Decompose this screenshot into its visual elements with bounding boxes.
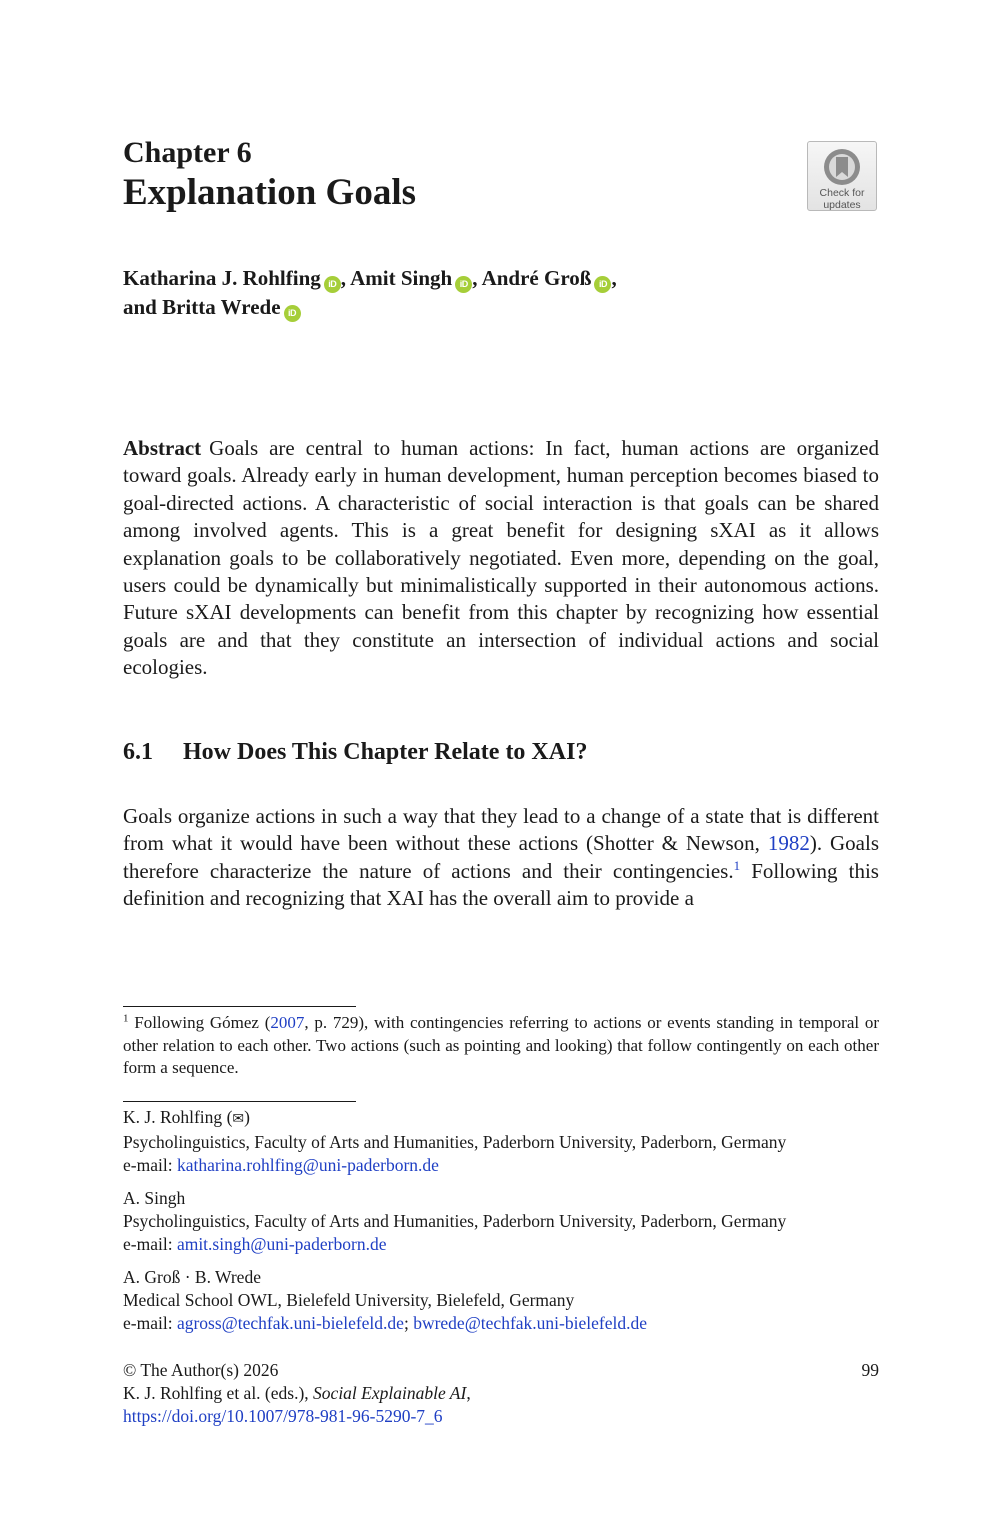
citation-line bbox=[123, 1382, 879, 1405]
author-separator: , bbox=[472, 266, 482, 290]
badge-line-1: Check for bbox=[819, 187, 865, 199]
envelope-icon: ✉ bbox=[232, 1111, 245, 1127]
citation-link[interactable]: 1982 bbox=[767, 831, 810, 856]
check-for-updates-badge[interactable] bbox=[807, 141, 877, 211]
body-text-segment: Goals organize actions in such a way that they lead to a change of a state that is different from what it would have been without these actions (Shotter & Newson, bbox=[123, 804, 879, 856]
author-name: and Britta Wrede bbox=[123, 295, 281, 319]
affiliation-name: K. J. Rohlfing bbox=[123, 1107, 223, 1127]
orcid-icon[interactable]: iD bbox=[594, 276, 611, 293]
body-text-segment: ). Goals therefore characterize the nature of actions and their contingencies. bbox=[123, 831, 879, 883]
chapter-title: Explanation Goals bbox=[123, 172, 417, 213]
abstract bbox=[123, 435, 879, 682]
abstract-label: Abstract bbox=[123, 436, 202, 460]
email-link[interactable]: amit.singh@uni-paderborn.de bbox=[176, 1234, 387, 1254]
section-heading bbox=[123, 736, 587, 768]
email-link[interactable]: katharina.rohlfing@uni-paderborn.de bbox=[176, 1155, 439, 1175]
email-label: e-mail: bbox=[123, 1313, 177, 1333]
affiliation-divider bbox=[123, 1101, 356, 1102]
author-separator: , bbox=[611, 266, 617, 290]
author-separator: , bbox=[340, 266, 351, 290]
affiliations bbox=[123, 1106, 879, 1345]
doi-link[interactable]: https://doi.org/10.1007/978-981-96-5290-7_6 bbox=[123, 1406, 443, 1426]
email-link[interactable]: bwrede@techfak.uni-bielefeld.de bbox=[413, 1313, 647, 1333]
abstract-text: Goals are central to human actions: In fact, human actions are organized toward goals. Already early in human development, human perception becomes biased to goal-directed actions. A characteristic of social interaction is that goals can be shared among involved agents. This is a great benefit for designing sXAI as it allows explanation goals to be collaboratively negotiated. Even more, depending on the goal, users could be dynamically but minimalistically supported in their autonomous actions. Future sXAI developments can benefit from this chapter by recognizing how essential goals are and that they constitute an intersection of individual actions and social ecologies. bbox=[123, 436, 879, 680]
footnote bbox=[123, 1012, 879, 1080]
footnote-reference-link[interactable]: 1 bbox=[733, 857, 741, 873]
affiliation-block: K. J. Rohlfing (✉) Psycholinguistics, Faculty of Arts and Humanities, Paderborn University, Paderborn, Germany e-mail: katharina.rohlfing@uni-paderborn.de bbox=[123, 1106, 879, 1177]
page-number: 99 bbox=[861, 1360, 879, 1380]
footnote-text-segment: Following Gómez ( bbox=[128, 1013, 271, 1032]
author-name: André Groß bbox=[481, 266, 592, 290]
badge-line-2: updates bbox=[823, 199, 861, 211]
affiliation-block: A. Groß · B. Wrede Medical School OWL, Bielefeld University, Bielefeld, Germany e-mail: agross@techfak.uni-bielefeld.de; bwrede@techfak.uni-bielefeld.de bbox=[123, 1266, 879, 1335]
copyright-line: © The Author(s) 2026 bbox=[123, 1360, 279, 1380]
affiliation-block bbox=[123, 1187, 879, 1256]
author-name: Amit Singh bbox=[350, 266, 453, 290]
citation-prefix: K. J. Rohlfing et al. (eds.), bbox=[123, 1383, 314, 1403]
book-title: Social Explainable AI bbox=[313, 1383, 467, 1403]
orcid-icon[interactable]: iD bbox=[455, 276, 472, 293]
email-label: e-mail: bbox=[123, 1155, 177, 1175]
chapter-label: Chapter 6 bbox=[123, 136, 252, 169]
body-text-segment: Following this definition and recognizing that XAI has the overall aim to provide a bbox=[123, 858, 879, 911]
section-number: 6.1 bbox=[123, 739, 153, 765]
footnote-mark: 1 bbox=[123, 1012, 129, 1025]
affiliation-institution: Psycholinguistics, Faculty of Arts and Humanities, Paderborn University, Paderborn, Germany bbox=[123, 1211, 787, 1231]
orcid-icon[interactable]: iD bbox=[324, 276, 341, 293]
orcid-icon[interactable]: iD bbox=[284, 305, 301, 322]
body-paragraph bbox=[123, 803, 879, 913]
footnote-divider bbox=[123, 1006, 356, 1007]
affiliation-name: A. Groß · B. Wrede bbox=[123, 1267, 261, 1287]
citation-suffix: , bbox=[466, 1383, 471, 1403]
author-list bbox=[123, 264, 879, 322]
imprint bbox=[123, 1359, 879, 1428]
affiliation-institution: Medical School OWL, Bielefeld University, Bielefeld, Germany bbox=[123, 1290, 575, 1310]
email-link[interactable]: agross@techfak.uni-bielefeld.de bbox=[176, 1313, 404, 1333]
footnote-text-segment: , p. 729), with contingencies referring to actions or events standing in temporal or other relation to each other. Two actions (such as pointing and looking) that follow contingently on each other form a sequence. bbox=[123, 1013, 879, 1078]
section-title: How Does This Chapter Relate to XAI? bbox=[183, 739, 588, 765]
bookmark-ribbon-icon bbox=[822, 147, 862, 187]
email-label: e-mail: bbox=[123, 1234, 177, 1254]
author-name: Katharina J. Rohlfing bbox=[123, 266, 321, 290]
affiliation-institution: Psycholinguistics, Faculty of Arts and Humanities, Paderborn University, Paderborn, Germany bbox=[123, 1132, 787, 1152]
citation-link[interactable]: 2007 bbox=[270, 1013, 305, 1032]
affiliation-name: A. Singh bbox=[123, 1188, 186, 1208]
